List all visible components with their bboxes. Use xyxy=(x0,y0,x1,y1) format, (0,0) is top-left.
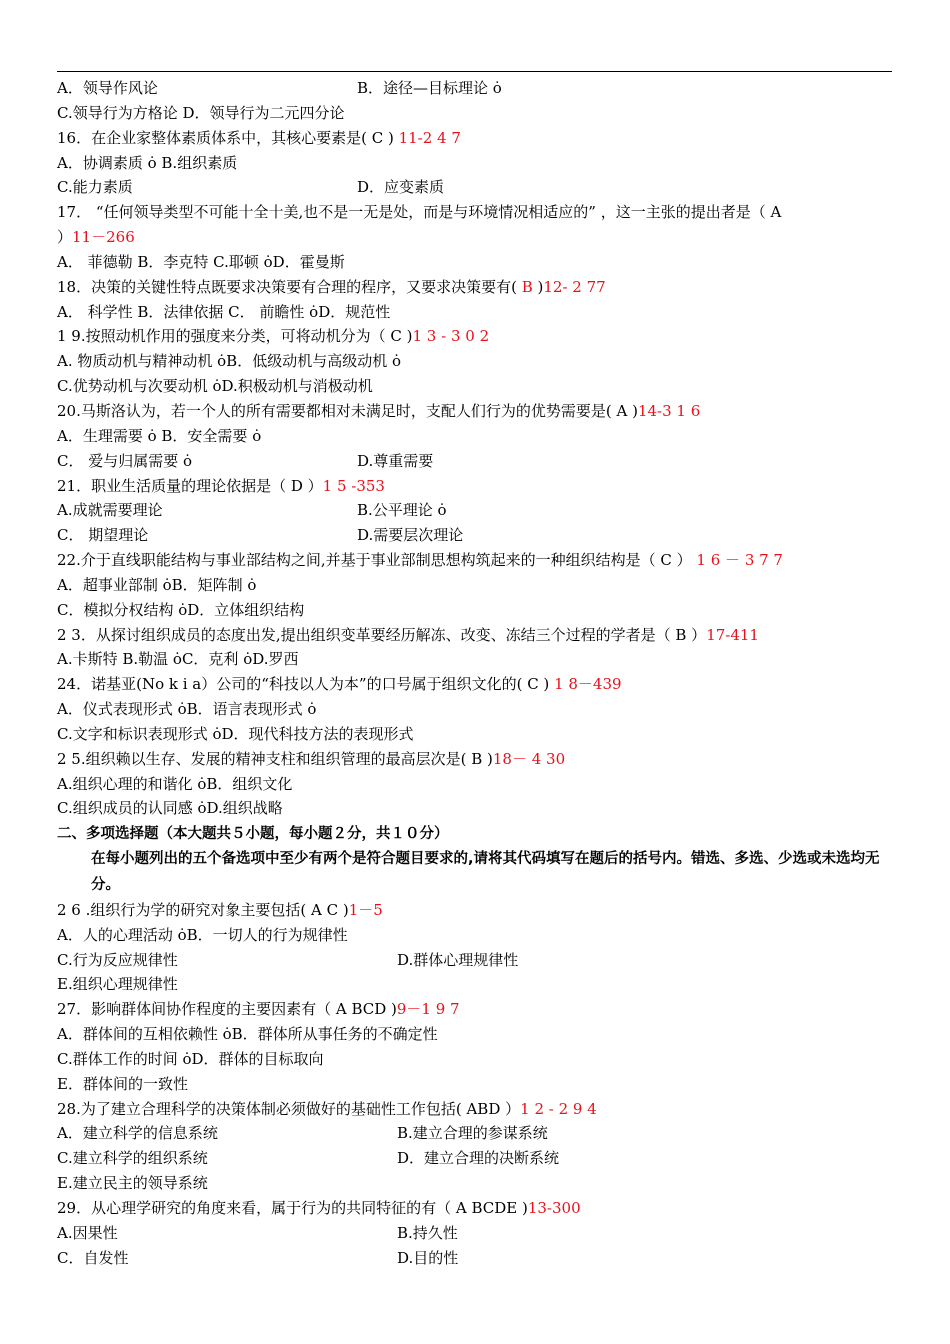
exam-line xyxy=(57,772,892,797)
answer-reference: 1 3 - 3 0 2 xyxy=(412,327,490,346)
exam-line xyxy=(57,923,892,948)
option-left: C． 爱与归属需要 ȯ xyxy=(57,451,193,470)
question-text: 20.马斯洛认为，若一个人的所有需要都相对未满足时，支配人们行为的优势需要是( A ) xyxy=(57,401,638,420)
exam-line xyxy=(57,399,892,424)
exam-line xyxy=(57,548,892,573)
option-right: B.公平理论 ȯ xyxy=(357,501,447,520)
question-text: C.领导行为方格论 D．领导行为二元四分论 xyxy=(57,103,345,122)
exam-line xyxy=(57,1196,892,1221)
exam-line xyxy=(57,300,892,325)
exam-line xyxy=(57,324,892,349)
exam-line xyxy=(57,672,892,697)
exam-line xyxy=(57,1022,892,1047)
exam-line xyxy=(57,1146,892,1171)
exam-line xyxy=(57,697,892,722)
exam-line xyxy=(57,972,892,997)
answer-reference: 1 8－439 xyxy=(549,675,622,694)
exam-line xyxy=(57,151,892,176)
question-text: A．人的心理活动 ȯB．一切人的行为规律性 xyxy=(57,925,348,944)
answer-reference: 1 5 -353 xyxy=(322,476,385,495)
answer-reference: 17-411 xyxy=(706,625,759,644)
exam-line xyxy=(57,598,892,623)
question-text: 28.为了建立合理科学的决策体制必须做好的基础性工作包括( ABD ） xyxy=(57,1099,521,1118)
question-text: C.群体工作的时间 ȯD．群体的目标取向 xyxy=(57,1049,324,1068)
exam-line xyxy=(57,275,892,300)
exam-line xyxy=(57,846,892,898)
exam-line xyxy=(57,175,892,200)
option-left: A.成就需要理论 xyxy=(57,501,163,520)
answer-reference: 1 6 － 3 7 7 xyxy=(696,551,783,570)
question-text: 29．从心理学研究的角度来看，属于行为的共同特征的有（ A BCDE ) xyxy=(57,1198,528,1217)
question-text: 17． “任何领导类型不可能十全十美,也不是一无是处，而是与环境情况相适应的” ，这一主张的提出者是（ A xyxy=(57,203,782,222)
option-right: D.尊重需要 xyxy=(357,451,434,470)
answer-reference: 11－266 xyxy=(72,228,135,247)
question-text: C.文字和标识表现形式 ȯD．现代科技方法的表现形式 xyxy=(57,724,414,743)
exam-line xyxy=(57,623,892,648)
exam-line xyxy=(57,374,892,399)
answer-reference: 1－5 xyxy=(348,900,383,919)
exam-line xyxy=(57,747,892,772)
option-left: A．建立科学的信息系统 xyxy=(57,1124,218,1143)
answer-reference: 14-3 1 6 xyxy=(637,401,701,420)
question-text: A． 菲德勒 B．李克特 C.耶顿 ȯD．霍曼斯 xyxy=(57,252,345,271)
question-text: C.优势动机与次要动机 ȯD.积极动机与消极动机 xyxy=(57,377,373,396)
question-text: 18．决策的关键性特点既要求决策要有合理的程序，又要求决策要有( xyxy=(57,277,522,296)
exam-line xyxy=(57,898,892,923)
exam-line xyxy=(57,796,892,821)
answer-reference: 11-2 4 7 xyxy=(398,128,461,147)
exam-line xyxy=(57,1246,892,1271)
exam-line xyxy=(57,101,892,126)
option-right: D.目的性 xyxy=(397,1248,459,1267)
option-left: C.建立科学的组织系统 xyxy=(57,1149,208,1168)
question-text: 1 9.按照动机作用的强度来分类，可将动机分为（ C ) xyxy=(57,327,413,346)
question-text: A.卡斯特 B.勒温 ȯC．克利 ȯD.罗西 xyxy=(57,650,299,669)
question-text: A． 科学性 B．法律依据 C． 前瞻性 ȯD．规范性 xyxy=(57,302,391,321)
exam-line xyxy=(57,523,892,548)
exam-line xyxy=(57,573,892,598)
header-rule xyxy=(57,71,892,72)
exam-line xyxy=(57,474,892,499)
option-left: C．自发性 xyxy=(57,1248,129,1267)
question-text: A．协调素质 ȯ B.组织素质 xyxy=(57,153,238,172)
answer-reference: 1 2 - 2 9 4 xyxy=(520,1099,597,1118)
option-right: D.群体心理规律性 xyxy=(397,950,519,969)
exam-line xyxy=(57,76,892,101)
exam-line xyxy=(57,1121,892,1146)
exam-line xyxy=(57,821,892,846)
question-text: E．群体间的一致性 xyxy=(57,1074,188,1093)
option-right: B.持久性 xyxy=(397,1223,458,1242)
option-left: C.行为反应规律性 xyxy=(57,950,178,969)
exam-line xyxy=(57,349,892,374)
option-right: B.建立合理的参谋系统 xyxy=(397,1124,548,1143)
exam-line xyxy=(57,200,892,225)
section-heading: 二、多项选择题（本大题共５小题，每小题２分，共１０分） xyxy=(57,826,449,843)
question-text: 2 6 .组织行为学的研究对象主要包括( A C ) xyxy=(57,900,349,919)
question-text: A．生理需要 ȯ B．安全需要 ȯ xyxy=(57,426,262,445)
question-text: A. 物质动机与精神动机 ȯB．低级动机与高级动机 ȯ xyxy=(57,352,401,371)
option-left: A.因果性 xyxy=(57,1223,118,1242)
exam-line xyxy=(57,250,892,275)
exam-line xyxy=(57,1047,892,1072)
question-text: 2 3．从探讨组织成员的态度出发,提出组织变革要经历解冻、改变、冻结三个过程的学者是（ B ） xyxy=(57,625,707,644)
exam-line xyxy=(57,498,892,523)
answer-reference: 18－ 4 30 xyxy=(492,749,566,768)
question-text: 21．职业生活质量的理论依据是（ D ） xyxy=(57,476,323,495)
exam-line xyxy=(57,997,892,1022)
answer-reference: B xyxy=(521,277,533,296)
exam-content xyxy=(57,76,892,1271)
question-text: 16．在企业家整体素质体系中，其核心要素是( C ) xyxy=(57,128,399,147)
exam-line xyxy=(57,449,892,474)
question-text: ） xyxy=(57,228,73,247)
exam-line xyxy=(57,225,892,250)
question-text: C．模拟分权结构 ȯD．立体组织结构 xyxy=(57,600,305,619)
exam-line xyxy=(57,1097,892,1122)
exam-line xyxy=(57,1221,892,1246)
question-text: 27．影响群体间协作程度的主要因素有（ A BCD ) xyxy=(57,1000,397,1019)
option-left: C． 期望理论 xyxy=(57,526,149,545)
question-text: E.组织心理规律性 xyxy=(57,975,178,994)
option-left: A．领导作风论 xyxy=(57,79,158,97)
question-text: 24．诺基亚(No k i a）公司的“科技以人为本”的口号属于组织文化的( C ) xyxy=(57,675,550,694)
answer-reference: 13-300 xyxy=(527,1198,581,1217)
option-right: B．途径—目标理论 ȯ xyxy=(357,79,502,97)
option-right: D．应变素质 xyxy=(357,178,445,197)
exam-line xyxy=(57,1171,892,1196)
exam-line xyxy=(57,126,892,151)
question-text: A．超事业部制 ȯB．矩阵制 ȯ xyxy=(57,575,257,594)
exam-line xyxy=(57,948,892,973)
question-text: A．仪式表现形式 ȯB．语言表现形式 ȯ xyxy=(57,700,317,719)
answer-reference: 9－1 9 7 xyxy=(396,1000,460,1019)
answer-reference: 12- 2 77 xyxy=(543,277,606,296)
question-text: 2 5.组织赖以生存、发展的精神支柱和组织管理的最高层次是( B ) xyxy=(57,749,493,768)
exam-line xyxy=(57,647,892,672)
question-text: E.建立民主的领导系统 xyxy=(57,1174,208,1193)
question-text: C.组织成员的认同感 ȯD.组织战略 xyxy=(57,799,283,818)
question-text: A．群体间的互相依赖性 ȯB．群体所从事任务的不确定性 xyxy=(57,1025,438,1044)
question-text: 22.介于直线职能结构与事业部结构之间,并基于事业部制思想构筑起来的一种组织结构是（ C ） xyxy=(57,551,697,570)
option-left: C.能力素质 xyxy=(57,178,133,197)
section-instructions: 在每小题列出的五个备选项中至少有两个是符合题目要求的,请将其代码填写在题后的括号内。错选、多选、少选或未选均无分。 xyxy=(91,851,880,893)
option-right: D．建立合理的决断系统 xyxy=(397,1149,560,1168)
option-right: D.需要层次理论 xyxy=(357,526,464,545)
question-text: A.组织心理的和谐化 ȯB．组织文化 xyxy=(57,774,293,793)
exam-line xyxy=(57,1072,892,1097)
question-text: ) xyxy=(532,277,544,296)
exam-line xyxy=(57,722,892,747)
exam-line xyxy=(57,424,892,449)
